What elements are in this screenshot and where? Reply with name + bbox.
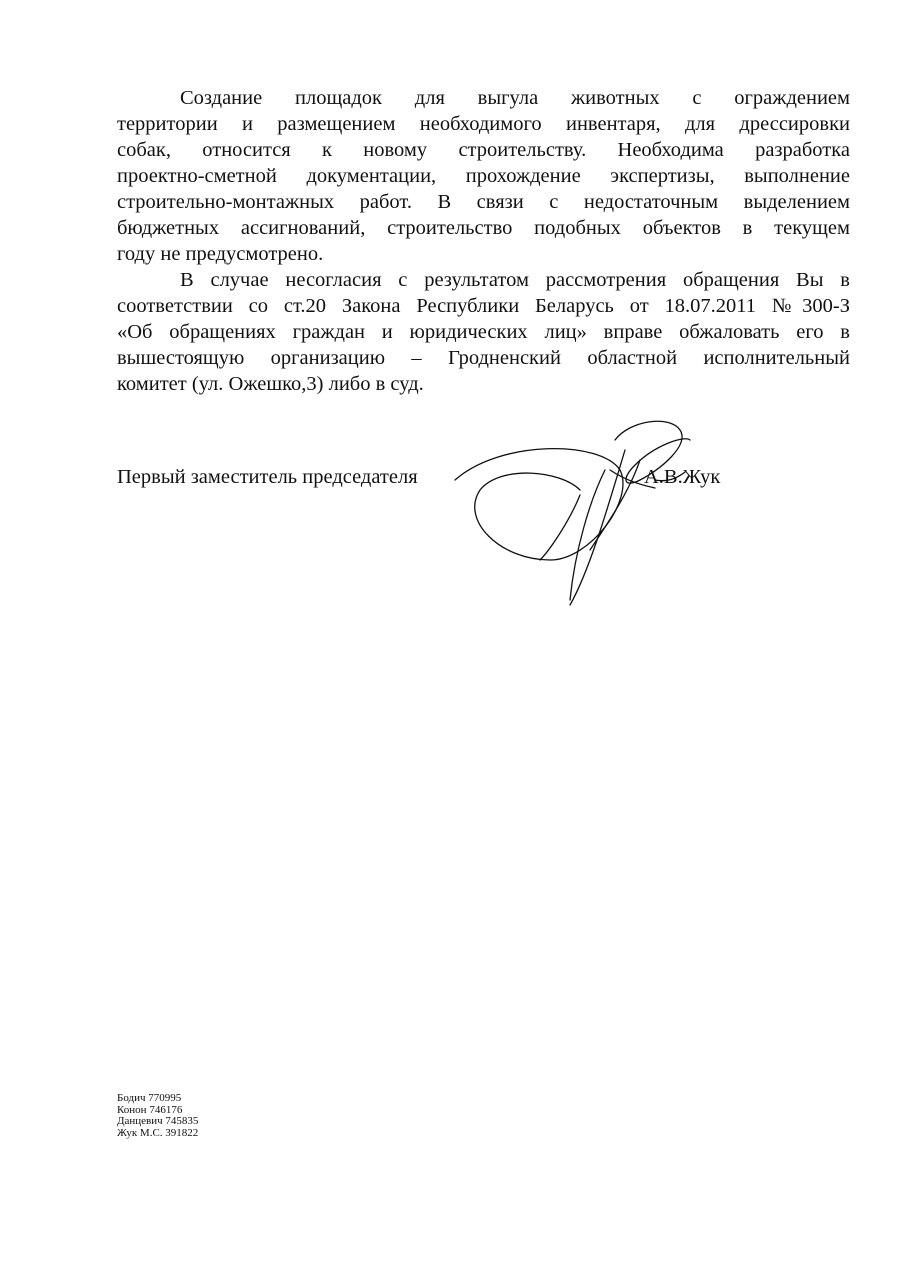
text-line: «Об обращениях граждан и юридических лиц» вправе обжаловать его в xyxy=(117,321,850,343)
text-line: бюджетных ассигнований, строительство подобных объектов в текущем xyxy=(117,217,850,239)
text-line: соответствии со ст.20 Закона Республики Беларусь от 18.07.2011 №300-З xyxy=(117,295,850,317)
contact-line: Конон 746176 xyxy=(117,1103,183,1116)
text-line: году не предусмотрено. xyxy=(117,243,324,265)
text-line: комитет (ул. Ожешко,3) либо в суд. xyxy=(117,373,424,395)
signatory-name: А.В.Жук xyxy=(644,466,721,488)
contact-line: Жук М.С. 391822 xyxy=(117,1126,199,1139)
contact-line: Данцевич 745835 xyxy=(117,1115,199,1127)
paragraph-2 xyxy=(117,267,850,397)
paragraph-1 xyxy=(117,85,850,267)
text-line: проектно-сметной документации, прохождение экспертизы, выполнение xyxy=(117,165,850,187)
text-line: строительно-монтажных работ. В связи с недостаточным выделением xyxy=(117,191,850,213)
text-line: вышестоящую организацию – Гродненский областной исполнительный xyxy=(117,347,850,369)
contact-line: Бодич 770995 xyxy=(117,1092,182,1104)
text-line: территории и размещением необходимого инвентаря, для дрессировки xyxy=(117,113,850,135)
signatory-title: Первый заместитель председателя xyxy=(117,466,418,488)
text-line: В случае несогласия с результатом рассмотрения обращения Вы в xyxy=(180,269,850,291)
contacts-footer xyxy=(117,1093,198,1139)
handwritten-signature xyxy=(440,410,710,610)
text-line: Создание площадок для выгула животных с ограждением xyxy=(180,87,850,109)
text-line: собак, относится к новому строительству. Необходима разработка xyxy=(117,139,850,161)
